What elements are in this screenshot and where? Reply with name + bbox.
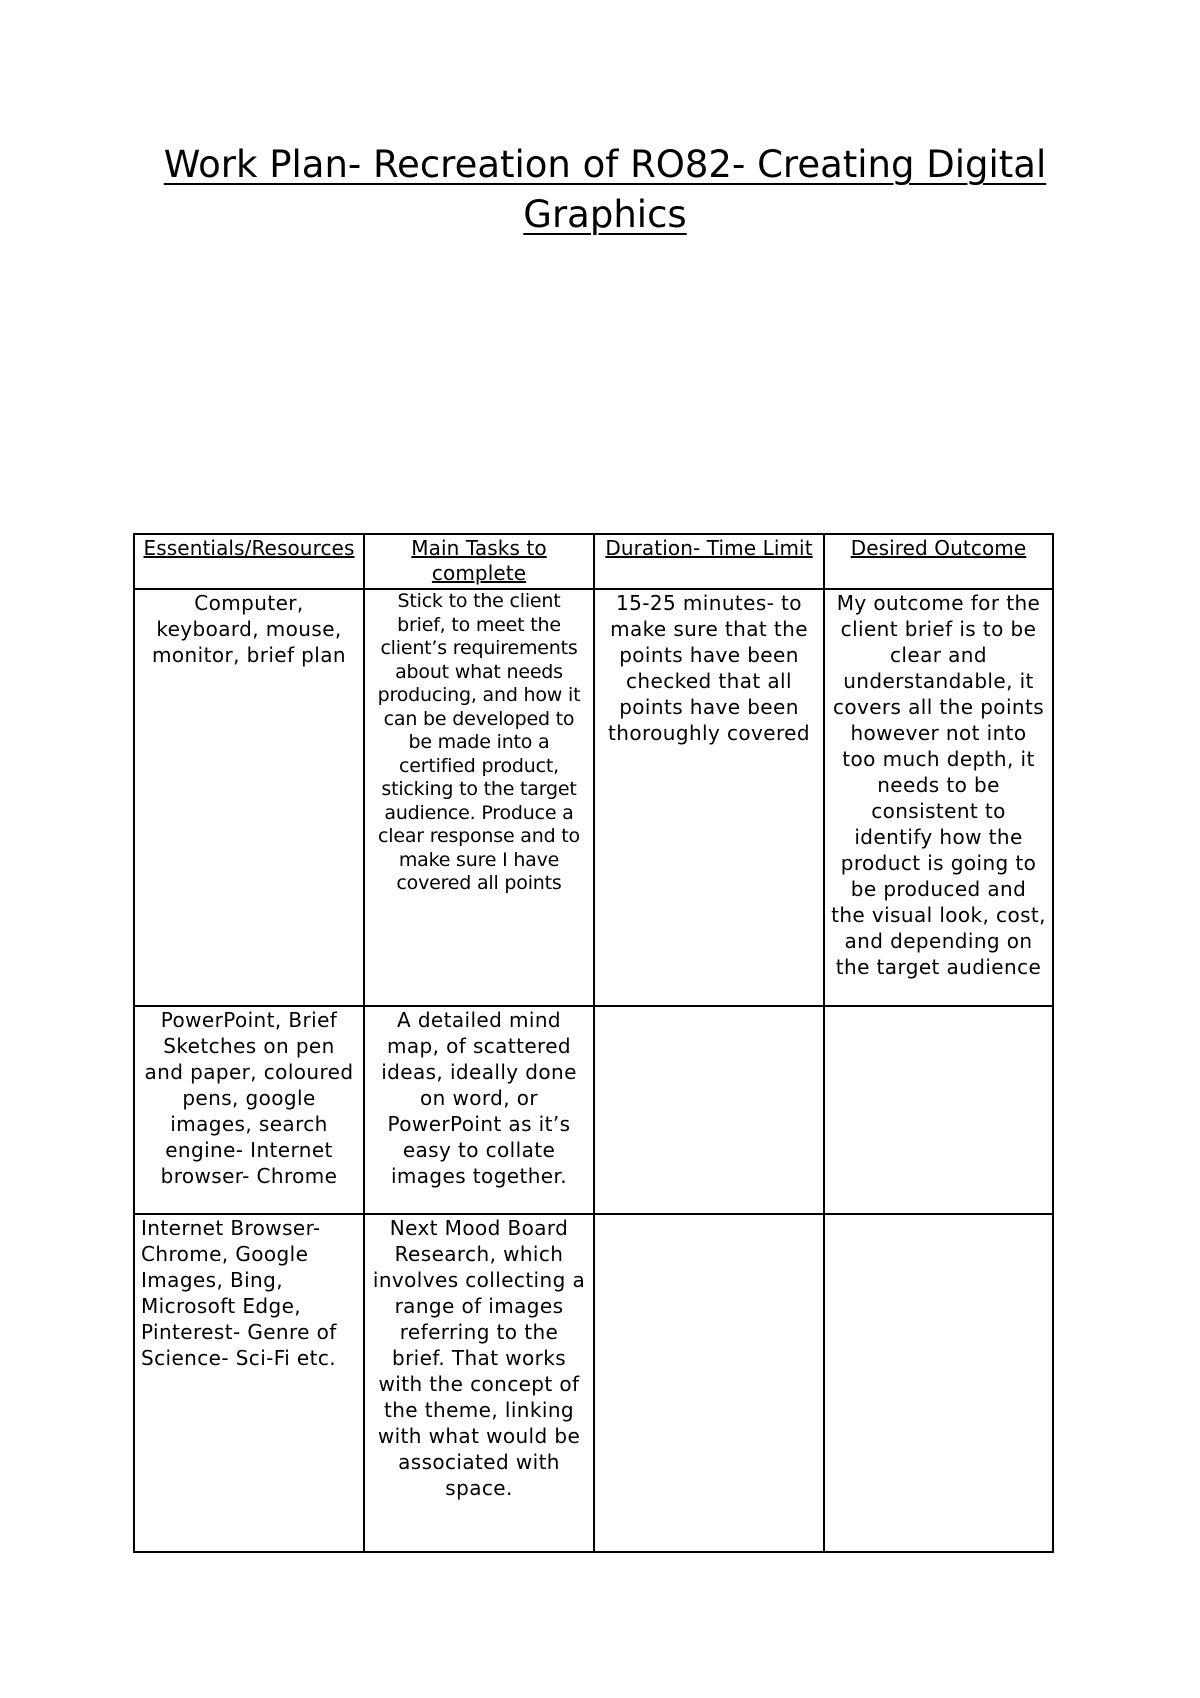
cell-duration — [594, 1006, 824, 1214]
cell-duration: 15-25 minutes- to make sure that the points have been checked that all points have been thoroughly covered — [594, 589, 824, 1006]
header-desired-outcome: Desired Outcome — [824, 534, 1053, 589]
cell-tasks: Next Mood Board Research, which involves collecting a range of images referring to the brief. That works with the concept of the theme, linking with what would be associated with space. — [364, 1214, 594, 1552]
cell-resources: Internet Browser- Chrome, Google Images, Bing, Microsoft Edge, Pinterest- Genre of Science- Sci-Fi etc. — [134, 1214, 364, 1552]
cell-outcome — [824, 1214, 1053, 1552]
header-essentials-resources: Essentials/Resources — [134, 534, 364, 589]
cell-duration — [594, 1214, 824, 1552]
table-header-row — [134, 534, 1053, 589]
page-title: Work Plan- Recreation of RO82- Creating Digital Graphics — [163, 143, 1047, 236]
cell-outcome — [824, 1006, 1053, 1214]
header-duration: Duration- Time Limit — [594, 534, 824, 589]
header-main-tasks: Main Tasks to complete — [364, 534, 594, 589]
cell-resources: PowerPoint, Brief Sketches on pen and paper, coloured pens, google images, search engine- Internet browser- Chrome — [134, 1006, 364, 1214]
cell-outcome: My outcome for the client brief is to be clear and understandable, it covers all the points however not into too much depth, it needs to be consistent to identify how the product is going to be produced and the visual look, cost, and depending on the target audience — [824, 589, 1053, 1006]
table-row — [134, 589, 1053, 1006]
cell-resources: Computer, keyboard, mouse, monitor, brief plan — [134, 589, 364, 1006]
work-plan-table — [133, 533, 1054, 1553]
cell-tasks: A detailed mind map, of scattered ideas, ideally done on word, or PowerPoint as it’s easy to collate images together. — [364, 1006, 594, 1214]
table-row — [134, 1006, 1053, 1214]
cell-tasks: Stick to the client brief, to meet the client’s requirements about what needs producing, and how it can be developed to be made into a certified product, sticking to the target audience. Produce a clear response and to make sure I have covered all points — [364, 589, 594, 1006]
table-row — [134, 1214, 1053, 1552]
